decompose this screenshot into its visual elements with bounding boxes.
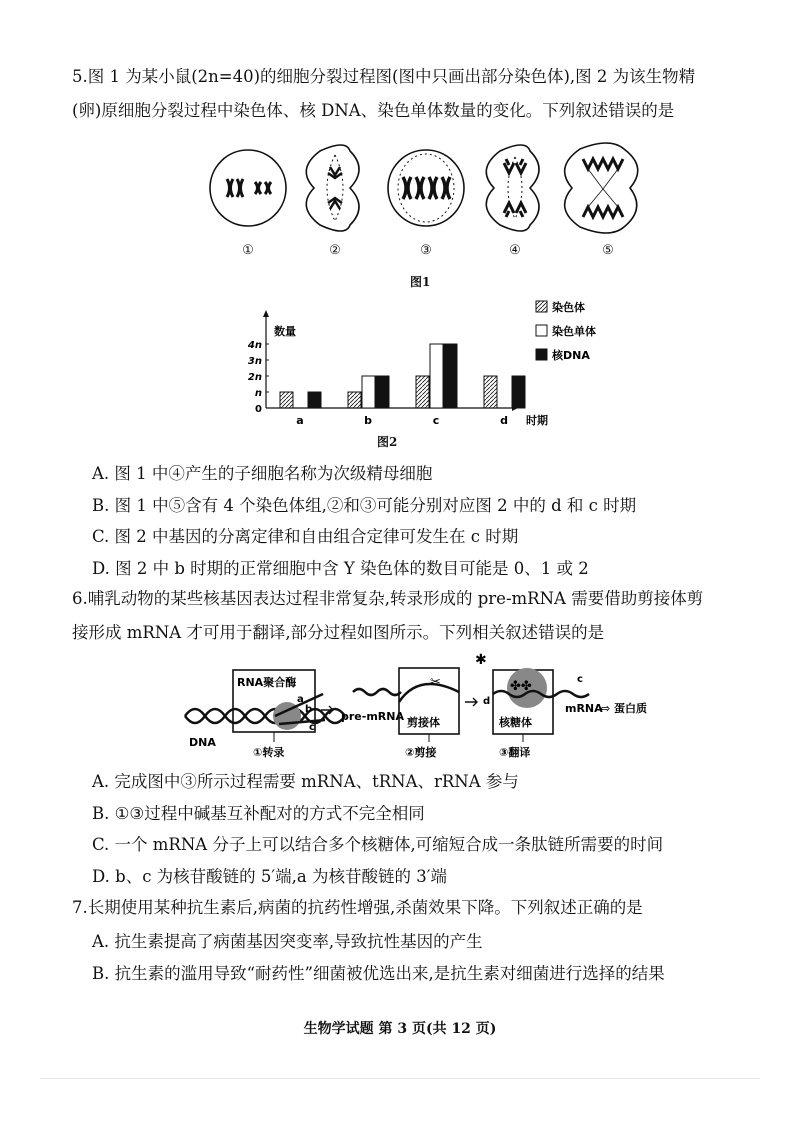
figure1-cells xyxy=(200,133,650,243)
legend-label: 染色单体 xyxy=(552,325,596,338)
dna-label: DNA xyxy=(189,736,216,749)
x-tick-label: a xyxy=(296,414,304,427)
legend-swatch xyxy=(536,301,547,312)
rna-polymerase-label: RNA聚合酶 xyxy=(237,676,297,689)
q6-stem-line1: 6.哺乳动物的某些核基因表达过程非常复杂,转录形成的 pre-mRNA 需要借助剪接体剪 xyxy=(72,589,704,608)
mrna-label: mRNA xyxy=(565,702,603,715)
protein-label: ⇨ 蛋白质 xyxy=(601,702,648,715)
q6-stem-line2: 接形成 mRNA 才可用于翻译,部分过程如图所示。下列相关叙述错误的是 xyxy=(72,623,605,642)
svg-text:c: c xyxy=(309,722,315,733)
figure2-chart xyxy=(230,295,596,430)
svg-text:d: d xyxy=(483,696,491,707)
step2-label: ②剪接 xyxy=(405,746,437,759)
figure2-caption: 图2 xyxy=(377,435,398,449)
q6-option-c: C. 一个 mRNA 分子上可以结合多个核糖体,可缩短合成一条肽链所需要的时间 xyxy=(92,835,664,854)
q6-option-b: B. ①③过程中碱基互补配对的方式不完全相同 xyxy=(92,804,425,823)
bar-a-0 xyxy=(280,392,293,408)
y-tick-label: 2n xyxy=(247,372,262,383)
legend-label: 染色体 xyxy=(552,301,585,314)
cell-label-2: ② xyxy=(329,243,341,258)
y-tick-label: 0 xyxy=(255,404,262,415)
cell-label-5: ⑤ xyxy=(602,243,614,258)
legend-swatch xyxy=(536,349,547,360)
q7-stem: 7.长期使用某种抗生素后,病菌的抗药性增强,杀菌效果下降。下列叙述正确的是 xyxy=(72,898,643,917)
pre-mrna-label: pre-mRNA xyxy=(341,710,404,723)
q6-option-a: A. 完成图中③所示过程需要 mRNA、tRNA、rRNA 参与 xyxy=(92,772,519,791)
trna-icon: ✱ xyxy=(475,652,487,668)
legend-label: 核DNA xyxy=(552,349,590,362)
bar-c-1 xyxy=(430,344,443,408)
svg-text:✤✤: ✤✤ xyxy=(510,679,532,694)
bar-b-1 xyxy=(362,376,375,408)
bar-c-0 xyxy=(416,376,429,408)
q5-option-d: D. 图 2 中 b 时期的正常细胞中含 Y 染色体的数目可能是 0、1 或 2 xyxy=(92,559,589,578)
svg-text:b: b xyxy=(305,704,313,715)
q5-option-b: B. 图 1 中⑤含有 4 个染色体组,②和③可能分别对应图 2 中的 d 和 c 时期 xyxy=(92,496,637,515)
cell-1 xyxy=(210,150,286,226)
q6-option-d: D. b、c 为核苷酸链的 5′端,a 为核苷酸链的 3′端 xyxy=(92,867,447,886)
cell-4 xyxy=(486,145,539,231)
figure1-caption: 图1 xyxy=(410,275,431,289)
q7-option-b: B. 抗生素的滥用导致“耐药性”细菌被优选出来,是抗生素对细菌进行选择的结果 xyxy=(92,964,665,983)
scissors-icon: ✂ xyxy=(430,675,441,690)
y-axis-label: 数量 xyxy=(274,325,296,338)
ribosome-label: 核糖体 xyxy=(499,716,532,729)
x-tick-label: b xyxy=(364,414,372,427)
cell-5 xyxy=(565,143,638,233)
x-axis-label: 时期 xyxy=(526,414,548,427)
y-axis-arrow xyxy=(263,310,269,317)
y-tick-label: n xyxy=(254,388,262,399)
bottom-rule xyxy=(40,1078,760,1079)
step3-label: ③翻译 xyxy=(499,746,531,759)
gene-expression-diagram xyxy=(175,650,735,765)
bar-a-2 xyxy=(308,392,321,408)
step1-label: ①转录 xyxy=(253,746,285,759)
q5-stem-line1: 5.图 1 为某小鼠(2n=40)的细胞分裂过程图(图中只画出部分染色体),图 2 为该生物精 xyxy=(72,67,696,86)
svg-text:a: a xyxy=(297,694,304,705)
x-tick-label: d xyxy=(500,414,508,427)
q5-stem-line2: (卵)原细胞分裂过程中染色体、核 DNA、染色单体数量的变化。下列叙述错误的是 xyxy=(72,101,675,120)
q7-option-a: A. 抗生素提高了病菌基因突变率,导致抗性基因的产生 xyxy=(92,932,483,951)
cell-2 xyxy=(306,145,359,231)
bar-d-0 xyxy=(484,376,497,408)
cell-label-1: ① xyxy=(242,243,254,258)
spliceosome-label: 剪接体 xyxy=(407,716,440,729)
page-footer: 生物学试题 第 3 页(共 12 页) xyxy=(303,1021,497,1037)
bar-b-2 xyxy=(376,376,389,408)
svg-text:c: c xyxy=(577,674,583,685)
bar-c-2 xyxy=(444,344,457,408)
cell-3 xyxy=(388,150,464,226)
q5-option-a: A. 图 1 中④产生的子细胞名称为次级精母细胞 xyxy=(92,464,433,483)
x-tick-label: c xyxy=(432,414,440,427)
legend-swatch xyxy=(536,325,547,336)
cell-label-4: ④ xyxy=(509,243,521,258)
cell-label-3: ③ xyxy=(420,243,432,258)
y-tick-label: 4n xyxy=(247,340,262,351)
q5-option-c: C. 图 2 中基因的分离定律和自由组合定律可发生在 c 时期 xyxy=(92,527,519,546)
bar-d-2 xyxy=(512,376,525,408)
bar-b-0 xyxy=(348,392,361,408)
y-tick-label: 3n xyxy=(247,356,262,367)
